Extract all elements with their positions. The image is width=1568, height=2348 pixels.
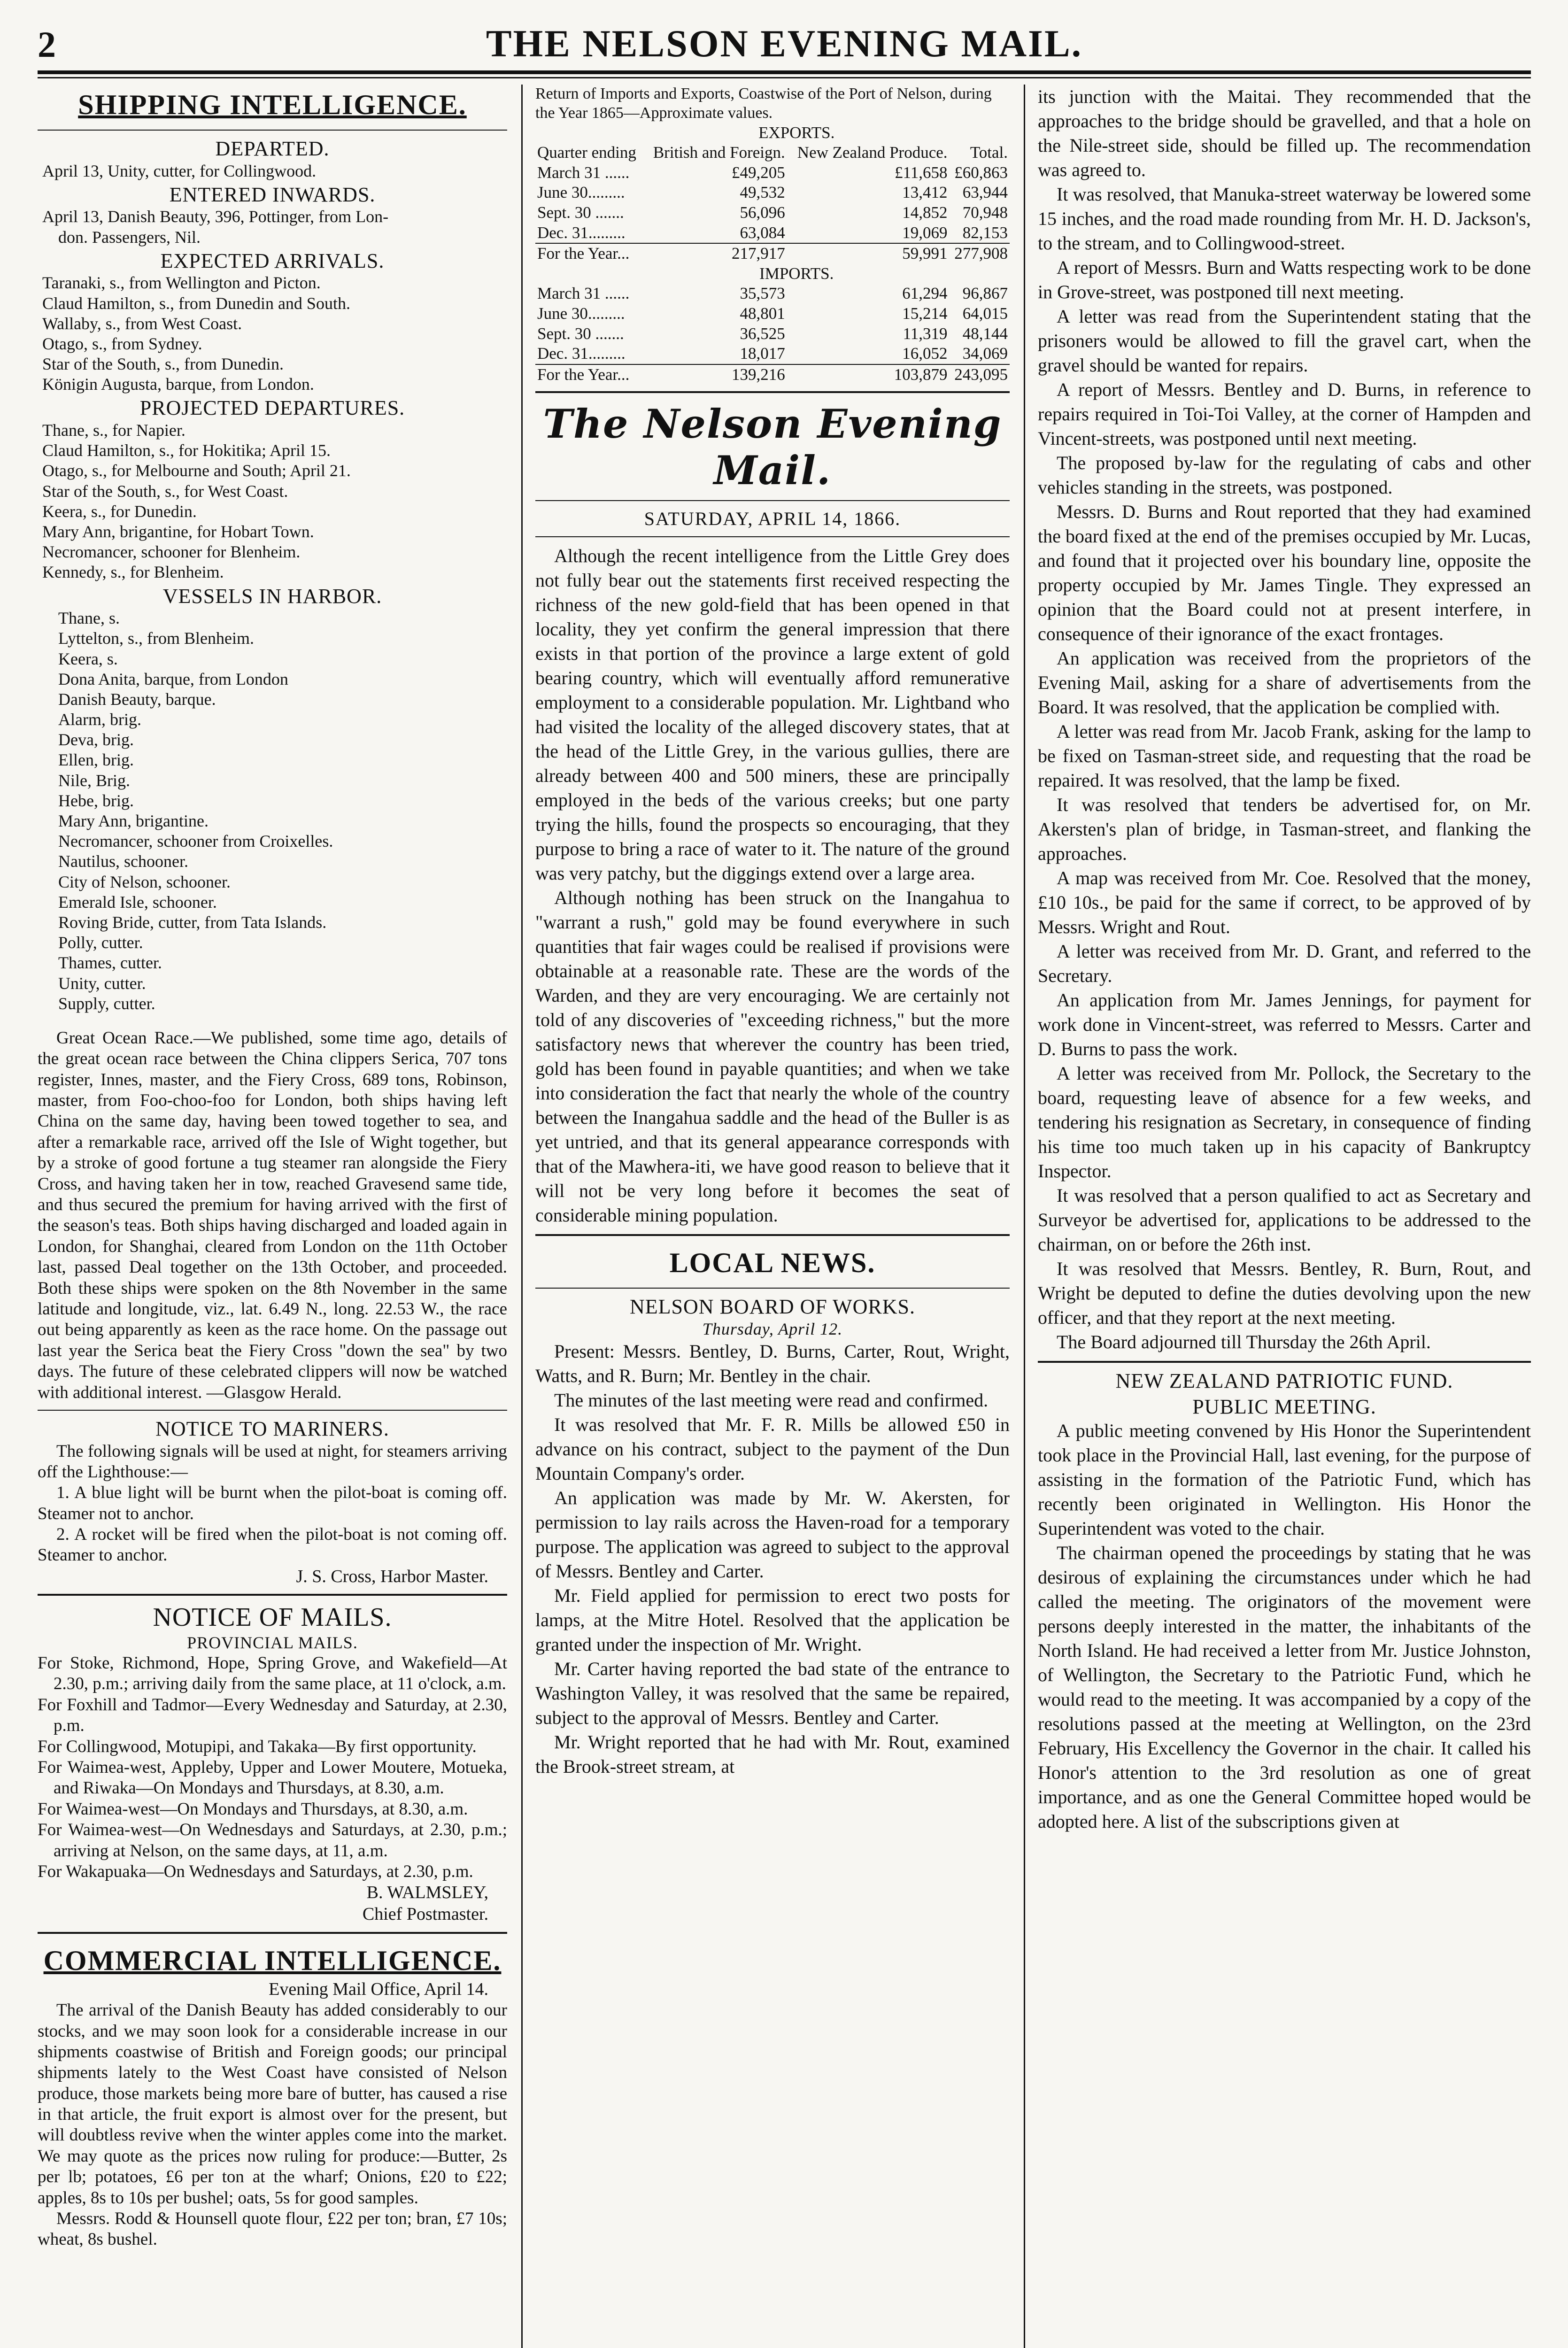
table-cell xyxy=(535,264,644,284)
table-cell: 82,153 xyxy=(962,223,1008,242)
divider xyxy=(38,1932,507,1934)
table-cell: June 30......... xyxy=(537,183,625,202)
column-divider xyxy=(521,85,523,2348)
table-cell: 35,573 xyxy=(740,284,785,303)
board-paragraph: It was resolved that a person qualified to act as Secretary and Surveyor be advertised for, applications to be addressed to the chairman, on or before the 26th inst. xyxy=(1038,1185,1531,1255)
masthead-rule xyxy=(38,70,1531,74)
table-cell: 49,532 xyxy=(740,183,785,202)
commercial-body: Messrs. Rodd & Hounsell quote flour, £22 per ton; bran, £7 10s; wheat, 8s bushel. xyxy=(38,2209,507,2249)
harbor-item: Unity, cutter. xyxy=(58,973,146,993)
harbor-item: Nautilus, schooner. xyxy=(58,852,188,871)
harbor-item: Thames, cutter. xyxy=(58,953,162,973)
mail-item: For Stoke, Richmond, Hope, Spring Grove, and Wakefield—At 2.30, p.m.; arriving daily from the same place, at 11 o'clock, a.m. xyxy=(38,1653,507,1694)
table-cell: 34,069 xyxy=(962,344,1008,363)
imports-heading: IMPORTS. xyxy=(759,264,834,283)
newspaper-title: THE NELSON EVENING MAIL. xyxy=(486,22,1083,65)
divider xyxy=(38,1410,507,1411)
mariners-heading: NOTICE TO MARINERS. xyxy=(155,1417,389,1440)
mail-item: For Waimea-west—On Mondays and Thursdays, at 8.30, a.m. xyxy=(38,1799,468,1819)
table-row xyxy=(535,324,1010,344)
projected-item: Kennedy, s., for Blenheim. xyxy=(42,563,224,582)
projected-list xyxy=(38,420,507,583)
column-1 xyxy=(38,85,507,2348)
divider xyxy=(535,500,1010,501)
expected-item: Königin Augusta, barque, from London. xyxy=(42,375,314,394)
table-cell: 61,294 xyxy=(902,284,948,303)
board-paragraph: An application was received from the proprietors of the Evening Mail, asking for a share of advertisements from the Board. It was resolved, that the application be complied with. xyxy=(1038,648,1531,718)
departed-item: April 13, Unity, cutter, for Collingwood. xyxy=(42,161,317,180)
board-paragraph: A letter was received from Mr. D. Grant, and referred to the Secretary. xyxy=(1038,941,1531,986)
board-paragraph: The minutes of the last meeting were read and confirmed. xyxy=(554,1390,989,1411)
mail-item: For Waimea-west—On Wednesdays and Saturdays, at 2.30, p.m.; arriving at Nelson, on the same days, at 11, a.m. xyxy=(38,1820,507,1861)
table-cell: £60,863 xyxy=(954,163,1008,182)
projected-item: Star of the South, s., for West Coast. xyxy=(42,481,288,501)
board-paragraph: Mr. Carter having reported the bad state of the entrance to Washington Valley, it was resolved that the same be repaired, subject to the approval of Messrs. Bentley and Carter. xyxy=(535,1658,1010,1729)
table-cell: 36,525 xyxy=(740,324,785,343)
board-paragraph: It was resolved, that Manuka-street waterway be lowered some 15 inches, and the road made rounding from Mr. H. D. Jackson's, to the stream, and to Collingwood-street. xyxy=(1038,184,1531,254)
page-number: 2 xyxy=(38,24,56,65)
board-paragraph: It was resolved that tenders be advertised for, on Mr. Akersten's plan of bridge, in Tasman-street, and flanking the approaches. xyxy=(1038,794,1531,864)
table-row xyxy=(535,163,1010,183)
board-paragraph: It was resolved that Mr. F. R. Mills be allowed £50 in advance on his contract, subject to the payment of the Dun Mountain Company's order. xyxy=(535,1414,1010,1484)
board-paragraph: A report of Messrs. Burn and Watts respecting work to be done in Grove-street, was postponed till next meeting. xyxy=(1038,257,1531,302)
divider xyxy=(1038,1361,1531,1363)
table-cell: 217,917 xyxy=(732,244,785,263)
table-cell: 19,069 xyxy=(902,223,948,242)
postmaster-title: Chief Postmaster. xyxy=(362,1904,488,1924)
board-paragraph: its junction with the Maitai. They recommended that the approaches to the bridge should be gravelled, and that a hole on the Nile-street side, should be filled up. The recommendation was agreed to. xyxy=(1038,86,1531,180)
board-paragraph: A letter was read from Mr. Jacob Frank, asking for the lamp to be fixed on Tasman-street side, and requesting that the road be repaired. It was resolved, that the lamp be fixed. xyxy=(1038,721,1531,791)
expected-heading: EXPECTED ARRIVALS. xyxy=(160,249,385,272)
table-total-row xyxy=(535,243,1010,264)
harbor-item: Lyttelton, s., from Blenheim. xyxy=(58,629,254,648)
table-row xyxy=(535,344,1010,364)
exports-heading: EXPORTS. xyxy=(758,123,835,142)
table-cell: 13,412 xyxy=(902,183,948,202)
board-paragraph: A letter was read from the Superintendent stating that the prisoners would be allowed to fill the gravel cart, when the gravel should be wanted for repairs. xyxy=(1038,306,1531,376)
table-cell: March 31 ...... xyxy=(537,284,630,303)
table-cell: 14,852 xyxy=(902,203,948,222)
table-row xyxy=(535,123,1010,143)
table-cell: Sept. 30 ....... xyxy=(537,324,624,343)
postmaster-name: B. WALMSLEY, xyxy=(366,1883,488,1903)
harbor-item: Deva, brig. xyxy=(58,730,134,749)
expected-item: Otago, s., from Sydney. xyxy=(42,334,202,353)
board-paragraph: A map was received from Mr. Coe. Resolved that the money, £10 10s., be paid for the same if correct, to be approved of by Messrs. Wright and Rout. xyxy=(1038,867,1531,937)
divider xyxy=(38,1594,507,1596)
local-news-heading: LOCAL NEWS. xyxy=(669,1247,876,1279)
projected-item: Thane, s., for Napier. xyxy=(42,421,185,440)
column-header: Quarter ending xyxy=(537,143,636,162)
harbor-item: Nile, Brig. xyxy=(58,771,130,790)
table-row xyxy=(535,304,1010,324)
divider xyxy=(535,1234,1010,1236)
expected-item: Taranaki, s., from Wellington and Picton. xyxy=(42,273,321,293)
mails-subheading: PROVINCIAL MAILS. xyxy=(187,1633,358,1652)
harbor-item: Mary Ann, brigantine. xyxy=(58,811,209,831)
table-cell: £11,658 xyxy=(895,163,948,182)
harbor-item: Keera, s. xyxy=(58,649,118,668)
mariners-signature: J. S. Cross, Harbor Master. xyxy=(296,1566,488,1586)
board-paragraph: A letter was received from Mr. Pollock, the Secretary to the board, requesting leave of absence for a few weeks, and tendering his resignation as Secretary, in consequence of finding his time too much taken up in his capacity of Bankruptcy Inspector. xyxy=(1038,1063,1531,1182)
harbor-item: Thane, s. xyxy=(58,609,120,628)
projected-item: Keera, s., for Dunedin. xyxy=(42,502,197,521)
harbor-item: Necromancer, schooner from Croixelles. xyxy=(58,832,333,851)
column-header: New Zealand Produce. xyxy=(797,143,948,162)
entered-item: April 13, Danish Beauty, 396, Pottinger, from Lon- xyxy=(42,207,389,226)
projected-item: Otago, s., for Melbourne and South; April 21. xyxy=(42,461,351,480)
entered-item: don. Passengers, Nil. xyxy=(58,227,201,247)
fund-heading: NEW ZEALAND PATRIOTIC FUND. xyxy=(1115,1369,1453,1392)
mariners-intro: The following signals will be used at night, for steamers arriving off the Lighthouse:— xyxy=(38,1441,507,1482)
projected-item: Mary Ann, brigantine, for Hobart Town. xyxy=(42,522,314,541)
projected-item: Necromancer, schooner for Blenheim. xyxy=(42,542,301,562)
table-cell xyxy=(950,264,1010,284)
harbor-item: Dona Anita, barque, from London xyxy=(58,669,288,688)
editorial-paragraph: Although the recent intelligence from the Little Grey does not fully bear out the statements first received respecting the richness of the new gold-field that has been opened in that locality, they yet confirm the general impression that there exists in that portion of the province a large extent of gold bearing country, which will eventually afford remunerative employment to a considerable population. Mr. Lightband who had visited the locality of the alleged discovery states, that at the head of the Little Grey, in the various gullies, there are already between 400 and 500 miners, these are principally employed in the beds of the various creeks; but one party trying the hills, found the prospects so encouraging, that they purpose to bring a race of water to it. The nature of the ground was very patchy, but the diggings extend over a large area. xyxy=(535,545,1010,884)
table-cell: March 31 ...... xyxy=(537,163,630,182)
table-cell: 59,991 xyxy=(902,244,948,263)
table-cell: 16,052 xyxy=(902,344,948,363)
fund-paragraph: The chairman opened the proceedings by stating that he was desirous of explaining the circumstances under which he had called the meeting. The originators of the movement were persons deeply interested in the matter, the inhabitants of the North Island. He had received a letter from Mr. Justice Johnston, of Wellington, the Secretary to the Patriotic Fund, which he would read to the meeting. It was accompanied by a copy of the resolutions passed at the meeting at Wellington, on the 23rd February, His Excellency the Governor in the chair. It called his Honor's attention to the 3rd resolution as one of great importance, and as one the General Committee hoped would be adopted here. A list of the subscriptions given at xyxy=(1038,1542,1531,1832)
column-3 xyxy=(1038,85,1531,2348)
table-cell: For the Year... xyxy=(537,244,630,263)
column-header: Total. xyxy=(970,143,1008,162)
board-paragraph: The proposed by-law for the regulating of cabs and other vehicles standing in the streets, was postponed. xyxy=(1038,452,1531,498)
divider xyxy=(535,1288,1010,1289)
table-cell: 15,214 xyxy=(902,304,948,323)
board-paragraph: Present: Messrs. Bentley, D. Burns, Carter, Rout, Wright, Watts, and R. Burn; Mr. Bentley in the chair. xyxy=(535,1341,1010,1387)
mail-item: For Waimea-west, Appleby, Upper and Lower Moutere, Motueka, and Riwaka—On Mondays and Thursdays, at 8.30, a.m. xyxy=(38,1758,507,1798)
mariners-item: 2. A rocket will be fired when the pilot-boat is not coming off. Steamer to anchor. xyxy=(38,1525,507,1565)
commercial-body: The arrival of the Danish Beauty has added considerably to our stocks, and we may soon look for a considerable increase in our shipments coastwise of British and Foreign goods; our principal shipments lately to the West Coast have consisted of Nelson produce, those markets being more bare of butter, has caused a rise in that article, the fruit export is almost over for the present, but will doubtless revive when the winter apples come into the market. We may quote as the prices now ruling for produce:—Butter, 2s per lb; potatoes, £6 per ton at the wharf; Onions, £20 to £22; apples, 8s to 10s per bushel; oats, 5s for good samples. xyxy=(38,2000,507,2208)
harbor-item: Supply, cutter. xyxy=(58,994,155,1013)
divider xyxy=(535,391,1010,393)
mail-item: For Collingwood, Motupipi, and Takaka—By first opportunity. xyxy=(38,1737,477,1756)
table-cell: £49,205 xyxy=(732,163,785,182)
mails-heading: NOTICE OF MAILS. xyxy=(153,1603,392,1632)
table-cell: 63,944 xyxy=(962,183,1008,202)
table-cell: 56,096 xyxy=(740,203,785,222)
board-paragraph: Messrs. D. Burns and Rout reported that they had examined the board fixed at the end of the premises occupied by Mr. Lucas, and found that it projected over his boundary line, opposite the property occupied by Mr. James Tingle. They expressed an opinion that the Board could not at present interfere, in consequence of their ignorance of the exact frontages. xyxy=(1038,501,1531,644)
column-header: British and Foreign. xyxy=(653,143,785,162)
entered-heading: ENTERED INWARDS. xyxy=(169,183,376,206)
fund-paragraph: A public meeting convened by His Honor the Superintendent took place in the Provincial Hall, last evening, for the purpose of assisting in the formation of the Patriotic Fund, which has recently been originated in Wellington. His Honor the Superintendent was voted to the chair. xyxy=(1038,1420,1531,1539)
projected-heading: PROJECTED DEPARTURES. xyxy=(139,396,405,420)
board-paragraph: The Board adjourned till Thursday the 26th April. xyxy=(1057,1331,1431,1352)
divider xyxy=(535,536,1010,537)
harbor-item: Hebe, brig. xyxy=(58,791,134,810)
shipping-heading: SHIPPING INTELLIGENCE. xyxy=(78,89,467,120)
table-cell: 243,095 xyxy=(954,365,1008,384)
harbor-list xyxy=(38,608,507,1014)
table-cell: 48,801 xyxy=(740,304,785,323)
table-header-row xyxy=(535,143,1010,163)
returns-table xyxy=(535,123,1010,385)
table-cell: 277,908 xyxy=(954,244,1008,263)
commercial-dateline: Evening Mail Office, April 14. xyxy=(269,1979,488,1999)
table-row xyxy=(535,203,1010,223)
harbor-item: Ellen, brig. xyxy=(58,750,134,770)
harbor-item: Polly, cutter. xyxy=(58,933,143,952)
table-cell: 64,015 xyxy=(962,304,1008,323)
harbor-heading: VESSELS IN HARBOR. xyxy=(162,584,382,608)
board-paragraph: Mr. Wright reported that he had with Mr. Rout, examined the Brook-street stream, at xyxy=(535,1731,1010,1777)
table-cell: For the Year... xyxy=(537,365,630,384)
table-cell: Dec. 31......... xyxy=(537,344,626,363)
table-row xyxy=(535,284,1010,304)
board-heading: NELSON BOARD OF WORKS. xyxy=(630,1295,915,1319)
harbor-item: Emerald Isle, schooner. xyxy=(58,892,217,911)
table-cell: 63,084 xyxy=(740,223,785,242)
mail-item: For Wakapuaka—On Wednesdays and Saturdays, at 2.30, p.m. xyxy=(38,1861,473,1881)
editorial-paragraph: Although nothing has been struck on the Inangahua to "warrant a rush," gold may be found everywhere in such quantities that fair wages could be realised if provisions were obtainable at a reasonable rate. These are the words of the Warden, and they are very encouraging. We are certainly not told of any discoveries of "exceeding richness," but the more satisfactory news that wherever the country has been tried, gold has been found in payable quantities; and when we take into consideration the fact that nearly the whole of the country between the Inangahua saddle and the head of the Buller is as yet untried, and that its general appearance corresponds with that of the Mawhera-iti, we have good reason to believe that it will not be very long before it becomes the seat of considerable mining population. xyxy=(535,887,1010,1226)
masthead xyxy=(38,14,1531,70)
nameplate: The Nelson Evening Mail. xyxy=(543,401,1002,494)
expected-item: Wallaby, s., from West Coast. xyxy=(42,314,242,333)
departed-list xyxy=(38,161,507,181)
board-paragraph: Mr. Field applied for permission to erect two posts for lamps, at the Mitre Hotel. Resolved that the application be granted under the inspection of Mr. Wright. xyxy=(535,1585,1010,1655)
harbor-item: Danish Beauty, barque. xyxy=(58,689,216,709)
harbor-item: City of Nelson, schooner. xyxy=(58,872,231,891)
table-total-row xyxy=(535,364,1010,385)
spacer xyxy=(38,1014,507,1028)
table-cell: 11,319 xyxy=(903,324,948,343)
masthead-rule-thin xyxy=(38,77,1531,78)
divider xyxy=(38,130,507,131)
expected-item: Star of the South, s., from Dunedin. xyxy=(42,355,284,374)
table-row xyxy=(535,223,1010,244)
editorial-date: SATURDAY, APRIL 14, 1866. xyxy=(644,508,901,530)
harbor-item: Alarm, brig. xyxy=(58,710,141,729)
board-paragraph: An application from Mr. James Jennings, for payment for work done in Vincent-street, was referred to Messrs. Carter and D. Burns to pass the work. xyxy=(1038,989,1531,1059)
projected-item: Claud Hamilton, s., for Hokitika; April 15. xyxy=(42,441,331,460)
board-date: Thursday, April 12. xyxy=(702,1319,843,1338)
commercial-heading: COMMERCIAL INTELLIGENCE. xyxy=(43,1945,502,1976)
entered-list xyxy=(38,207,507,247)
table-row xyxy=(535,264,1010,284)
board-paragraph: It was resolved that Messrs. Bentley, R. Burn, Rout, and Wright be deputed to define the duties devolving upon the new officer, and that they report at the next meeting. xyxy=(1038,1258,1531,1328)
table-cell: 48,144 xyxy=(962,324,1008,343)
table-row xyxy=(535,183,1010,203)
table-cell: 70,948 xyxy=(962,203,1008,222)
table-cell: Sept. 30 ....... xyxy=(537,203,624,222)
table-cell: 139,216 xyxy=(732,365,785,384)
harbor-item: Roving Bride, cutter, from Tata Islands. xyxy=(58,912,327,932)
expected-list xyxy=(38,273,507,394)
table-cell: 18,017 xyxy=(740,344,785,363)
departed-heading: DEPARTED. xyxy=(215,137,330,160)
column-2 xyxy=(535,85,1010,2348)
board-paragraph: A report of Messrs. Bentley and D. Burns, in reference to repairs required in Toi-Toi Valley, at the corner of Hampden and Vincent-streets, was postponed until next meeting. xyxy=(1038,379,1531,449)
table-cell: 96,867 xyxy=(962,284,1008,303)
table-cell: Dec. 31......... xyxy=(537,223,626,242)
mariners-item: 1. A blue light will be burnt when the pilot-boat is coming off. Steamer not to anchor. xyxy=(38,1483,507,1523)
board-paragraph: An application was made by Mr. W. Akersten, for permission to lay rails across the Haven-road for a temporary purpose. The application was agreed to subject to the approval of Messrs. Bentley and Carter. xyxy=(535,1487,1010,1582)
column-divider xyxy=(1024,85,1025,2348)
expected-item: Claud Hamilton, s., from Dunedin and South. xyxy=(42,294,350,313)
returns-title: Return of Imports and Exports, Coastwise of the Port of Nelson, during the Year 1865—Approximate values. xyxy=(535,85,992,122)
table-cell: 103,879 xyxy=(894,365,948,384)
mail-item: For Foxhill and Tadmor—Every Wednesday and Saturday, at 2.30, p.m. xyxy=(38,1695,507,1736)
fund-subheading: PUBLIC MEETING. xyxy=(1192,1395,1376,1418)
ocean-race-article: Great Ocean Race.—We published, some time ago, details of the great ocean race between the China clippers Serica, 707 tons register, Innes, master, and the Fiery Cross, 689 tons, Robinson, master, from Foo-choo-foo for London, both ships having left China on the same day, having been towed together to sea, and after a remarkable race, arrived off the Isle of Wight together, but by a stroke of good fortune a tug steamer ran alongside the Fiery Cross, and having taken her in tow, reached Gravesend same tide, and thus secured the premium for having arrived with the first of the season's teas. Both ships having discharged and loaded again in London, for Shanghai, cleared from London on the 11th October last, passed Deal together on the 13th October, and proceeded. Both these ships were spoken on the 8th November in the same latitude and longitude, viz., lat. 6.49 N., long. 22.53 W., the race out being apparently as keen as the race home. On the passage out last year the Serica beat the Fiery Cross "down the sea" by two days. The future of these celebrated clippers will now be watched with additional interest. —Glasgow Herald. xyxy=(38,1028,507,1402)
table-cell xyxy=(950,123,1010,143)
table-cell xyxy=(535,123,644,143)
table-cell: June 30......... xyxy=(537,304,625,323)
